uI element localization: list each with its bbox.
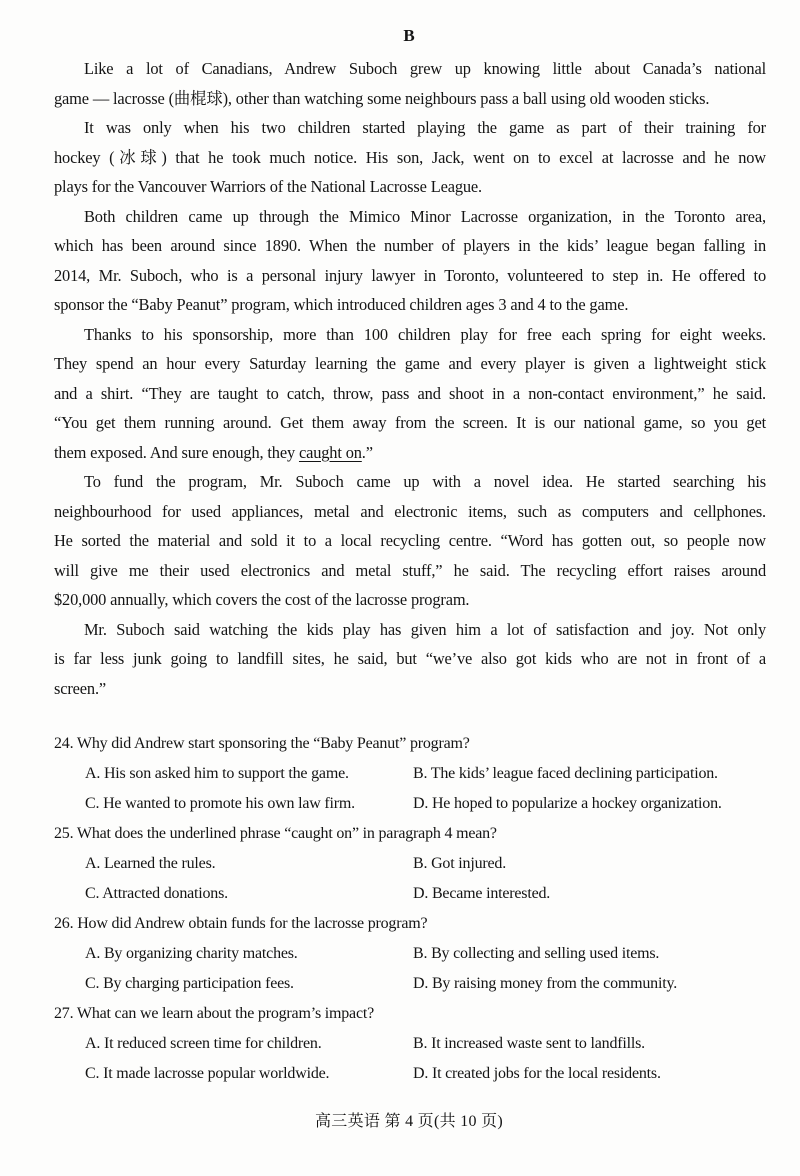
passage-line: which has been around since 1890. When the number of players in the kids’ league began falling in (54, 236, 766, 255)
option-grid (54, 1029, 766, 1089)
passage-line: plays for the Vancouver Warriors of the National Lacrosse League. (54, 177, 482, 196)
paragraph-4 (54, 320, 766, 468)
passage-line: “You get them running around. Get them away from the screen. It is our national game, so you get (54, 413, 766, 432)
option-grid (54, 849, 766, 909)
passage-line: They spend an hour every Saturday learning the game and every player is given a lightweight stick (54, 354, 766, 373)
option-c: C. By charging participation fees. (85, 975, 294, 992)
section-title: B (403, 26, 415, 45)
question-stem: 26. How did Andrew obtain funds for the lacrosse program? (54, 915, 428, 932)
paragraph-6 (54, 615, 766, 704)
passage-line: and a shirt. “They are taught to catch, throw, pass and shoot in a non-contact environment,” he said. (54, 383, 766, 403)
passage-line: hockey (冰球) that he took much notice. His son, Jack, went on to excel at lacrosse and he now (54, 147, 766, 167)
passage-line: game — lacrosse (曲棍球), other than watching some neighbours pass a ball using old wooden sticks. (54, 88, 710, 108)
passage-line: Mr. Suboch said watching the kids play has given him a lot of satisfaction and joy. Not only (84, 619, 766, 639)
question-27 (54, 999, 766, 1089)
option-c: C. He wanted to promote his own law firm. (85, 795, 355, 812)
passage-line: neighbourhood for used appliances, metal and electronic items, such as computers and cellphones. (54, 501, 766, 521)
option-b: B. By collecting and selling used items. (413, 945, 660, 962)
option-grid (54, 939, 766, 999)
question-24 (54, 729, 766, 819)
paragraph-1 (54, 54, 766, 113)
question-26 (54, 909, 766, 999)
passage-line: Like a lot of Canadians, Andrew Suboch grew up knowing little about Canada’s national (84, 59, 766, 78)
passage-line (54, 438, 766, 468)
option-d: D. By raising money from the community. (413, 975, 678, 992)
passage-line: sponsor the “Baby Peanut” program, which introduced children ages 3 and 4 to the game. (54, 295, 629, 314)
question-25 (54, 819, 766, 909)
option-c: C. Attracted donations. (85, 885, 228, 902)
option-a: A. It reduced screen time for children. (85, 1035, 322, 1052)
passage-text: .” (361, 442, 373, 462)
page-footer: 高三英语 第 4 页(共 10 页) (314, 1113, 504, 1130)
passage-line: To fund the program, Mr. Suboch came up with a novel idea. He started searching his (84, 472, 766, 491)
option-b: B. It increased waste sent to landfills. (413, 1035, 645, 1052)
passage-line: $20,000 annually, which covers the cost of the lacrosse program. (54, 590, 470, 609)
option-a: A. By organizing charity matches. (85, 945, 298, 962)
option-c: C. It made lacrosse popular worldwide. (85, 1065, 330, 1082)
option-b: B. Got injured. (413, 855, 506, 872)
passage-line: is far less junk going to landfill sites, he said, but “we’ve also got kids who are not in front of a (54, 649, 766, 668)
option-d: D. Became interested. (413, 885, 551, 902)
option-d: D. He hoped to popularize a hockey organization. (413, 795, 722, 812)
paragraph-5 (54, 467, 766, 615)
question-stem: 24. Why did Andrew start sponsoring the “Baby Peanut” program? (54, 735, 470, 752)
question-stem: 27. What can we learn about the program’s impact? (54, 1005, 375, 1022)
passage-line: will give me their used electronics and metal stuff,” he said. The recycling effort raises around (54, 560, 766, 580)
passage-line: It was only when his two children started playing the game as part of their training for (84, 118, 766, 137)
passage-line: He sorted the material and sold it to a local recycling centre. “Word has gotten out, so people now (54, 531, 766, 550)
reading-passage (54, 54, 766, 703)
passage-line: Both children came up through the Mimico Minor Lacrosse organization, in the Toronto area, (84, 206, 766, 226)
paragraph-3 (54, 202, 766, 320)
passage-text: them exposed. And sure enough, they (54, 442, 299, 462)
question-list (54, 729, 766, 1089)
option-a: A. Learned the rules. (85, 855, 216, 872)
passage-line: 2014, Mr. Suboch, who is a personal injury lawyer in Toronto, volunteered to step in. He offered to (54, 265, 766, 285)
option-a: A. His son asked him to support the game. (85, 765, 349, 782)
passage-line: screen.” (54, 678, 107, 698)
underlined-phrase: caught on (298, 442, 362, 462)
option-d: D. It created jobs for the local residents. (413, 1065, 661, 1082)
paragraph-2 (54, 113, 766, 202)
passage-line: Thanks to his sponsorship, more than 100 children play for free each spring for eight weeks. (84, 324, 766, 344)
question-stem: 25. What does the underlined phrase “caught on” in paragraph 4 mean? (54, 825, 497, 842)
option-grid (54, 759, 766, 819)
option-b: B. The kids’ league faced declining participation. (413, 765, 718, 782)
